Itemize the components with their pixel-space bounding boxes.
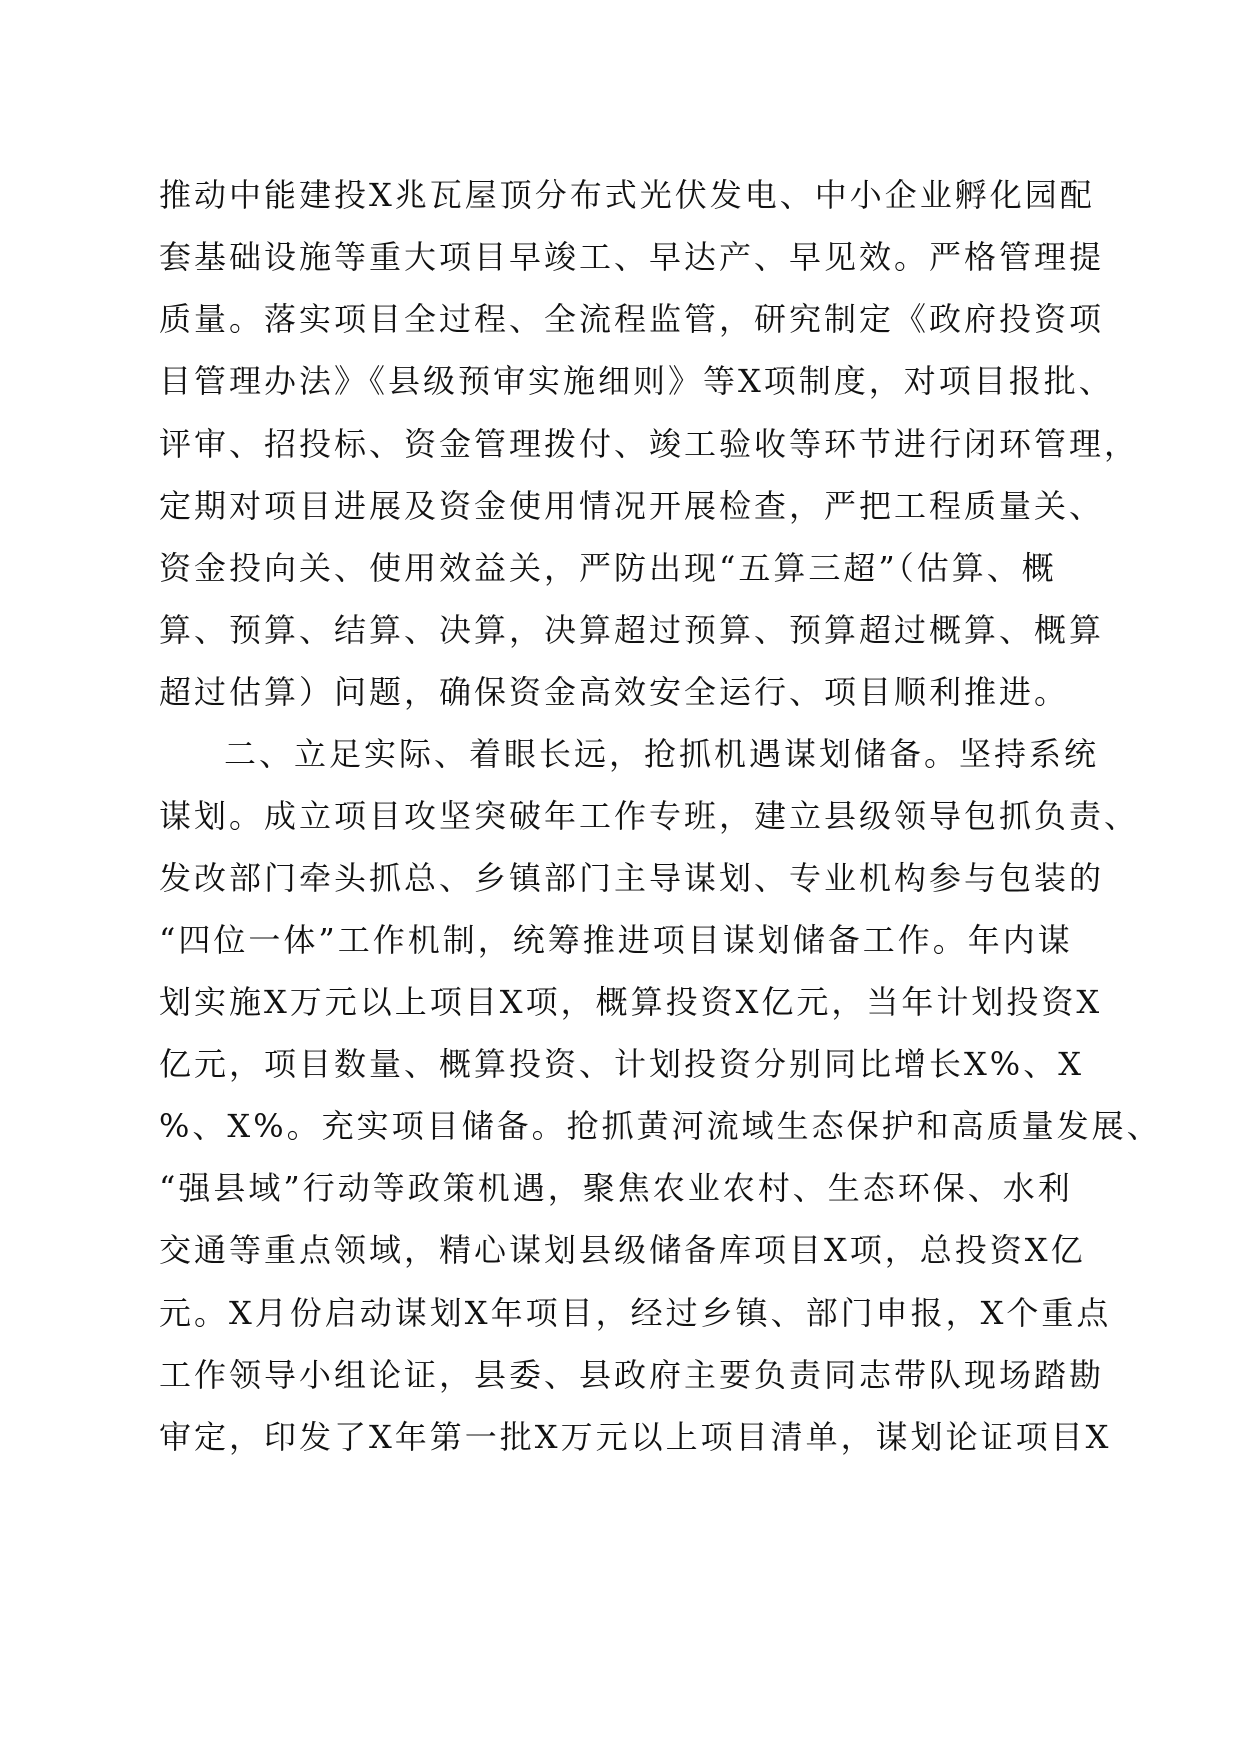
text-line: 元。X月份启动谋划X年项目，经过乡镇、部门申报，X个重点 (159, 1294, 1112, 1332)
text-line: 工作领导小组论证，县委、县政府主要负责同志带队现场踏勘 (159, 1356, 1105, 1394)
text-line: 划实施X万元以上项目X项，概算投资X亿元，当年计划投资X (159, 983, 1103, 1021)
text-line: 审定，印发了X年第一批X万元以上项目清单，谋划论证项目X (159, 1418, 1112, 1456)
text-line: 目管理办法》《县级预审实施细则》等X项制度，对项目报批、 (159, 362, 1114, 400)
text-line: 交通等重点领域，精心谋划县级储备库项目X项，总投资X亿 (159, 1231, 1086, 1269)
text-line: 亿元，项目数量、概算投资、计划投资分别同比增长X%、X (159, 1045, 1084, 1083)
text-line: 评审、招投标、资金管理拨付、竣工验收等环节进行闭环管理， (159, 425, 1140, 463)
text-line: “四位一体”工作机制，统筹推进项目谋划储备工作。年内谋 (159, 921, 1073, 959)
text-line: 质量。落实项目全过程、全流程监管，研究制定《政府投资项 (159, 300, 1105, 338)
text-line: 推动中能建投X兆瓦屋顶分布式光伏发电、中小企业孵化园配 (159, 176, 1095, 214)
paragraph-heading-line: 二、立足实际、着眼长远，抢抓机遇谋划储备。坚持系统 (224, 735, 1100, 773)
text-line: 定期对项目进展及资金使用情况开展检查，严把工程质量关、 (159, 487, 1105, 525)
text-line: 算、预算、结算、决算，决算超过预算、预算超过概算、概算 (159, 611, 1105, 649)
text-line: 资金投向关、使用效益关，严防出现“五算三超”（估算、概 (159, 549, 1057, 587)
text-line: 套基础设施等重大项目早竣工、早达产、早见效。严格管理提 (159, 238, 1105, 276)
text-line: 发改部门牵头抓总、乡镇部门主导谋划、专业机构参与包装的 (159, 859, 1105, 897)
text-line: %、X%。充实项目储备。抢抓黄河流域生态保护和高质量发展、 (159, 1107, 1162, 1145)
text-line: 谋划。成立项目攻坚突破年工作专班，建立县级领导包抓负责、 (159, 797, 1140, 835)
text-line: “强县域”行动等政策机遇，聚焦农业农村、生态环保、水利 (159, 1169, 1073, 1207)
text-line: 超过估算）问题，确保资金高效安全运行、项目顺利推进。 (159, 673, 1070, 711)
